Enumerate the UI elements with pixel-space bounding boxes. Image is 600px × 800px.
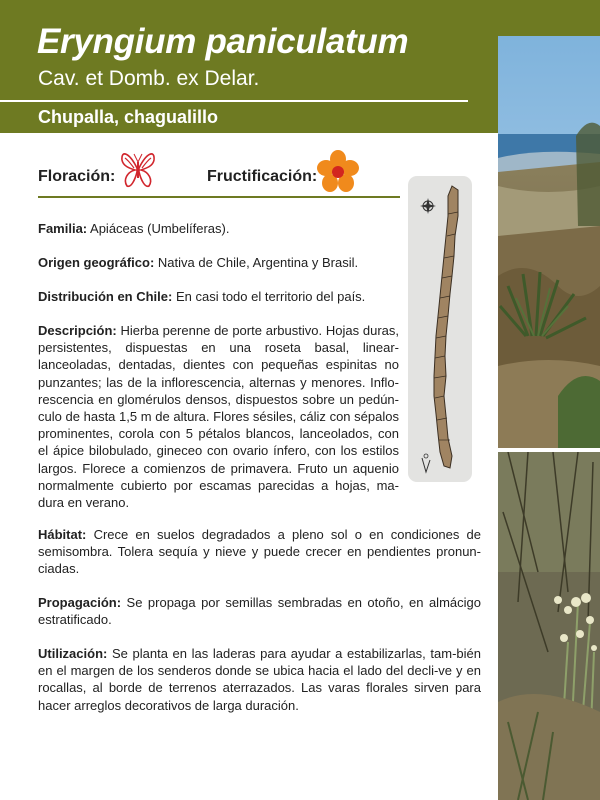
origen-text: Nativa de Chile, Argentina y Brasil. <box>157 255 359 270</box>
utilizacion-text: Se planta en las laderas para ayudar a estabilizarlas, tam-bién en el margen de los senderos donde se ubica hacia el lado del decli-ve y en rocallas, al borde de terrenos aterrazados. Las varas florales sirven para hacer arreglos decorativos de larga duración. <box>38 646 481 713</box>
familia-label: Familia: <box>38 221 88 236</box>
propagacion-label: Propagación: <box>38 595 122 610</box>
propagacion-text: Se propaga por semillas sembradas en otoño, en almácigo estratificado. <box>38 595 481 628</box>
common-names: Chupalla, chagualillo <box>38 107 219 127</box>
header-divider <box>0 100 468 102</box>
habitat-paragraph <box>38 526 481 578</box>
propagacion-paragraph <box>38 594 481 628</box>
flowering-label: Floración: <box>38 168 116 185</box>
compass-icon <box>420 198 436 214</box>
chile-map-icon <box>408 176 472 482</box>
coastal-hillside-photo <box>498 36 600 448</box>
familia-paragraph <box>38 220 398 237</box>
descripcion-label: Descripción: <box>38 323 117 338</box>
distribucion-paragraph <box>38 288 398 305</box>
distribucion-label: Distribución en Chile: <box>38 289 173 304</box>
flower-icon <box>316 150 360 194</box>
descripcion-paragraph <box>38 322 399 511</box>
descripcion-text: Hierba perenne de porte arbustivo. Hojas duras, persistentes, dispuestas en una roseta basal, linear-lanceoladas, dentadas, dientes con pequeñas espinitas no punzantes; las de la inflorescencia, alternas y menores. Inflo-rescencia en glomérulos densos, dispuestos sobre un pedún-culo de hasta 1,5 m de altura. Flores sésiles, cáliz con sépalos prominentes, corola con 5 pétalos blancos, lanceolados, con el ápice bilobulado, gineceo con ovario ínfero, con los estilos largos. Florece a comienzos de primavera. Fruto un aquenio normalmente cubierto por escamas parecidas a hojas, ma-dura en verano. <box>38 323 399 511</box>
fruiting-label: Fructificación: <box>207 168 318 185</box>
section-divider <box>38 196 400 198</box>
species-title: Eryngium paniculatum <box>37 22 409 61</box>
familia-text: Apiáceas (Umbelíferas). <box>90 221 230 236</box>
flowering-plant-photo <box>498 452 600 800</box>
species-authority: Cav. et Domb. ex Delar. <box>38 67 260 90</box>
habitat-text: Crece en suelos degradados a pleno sol o en condiciones de semisombra. Tolera sequía y nieve y puede crecer en pendientes pronun-ciadas. <box>38 527 481 577</box>
distribucion-text: En casi todo el territorio del país. <box>175 289 366 304</box>
utilizacion-label: Utilización: <box>38 646 108 661</box>
utilizacion-paragraph <box>38 645 481 714</box>
origen-paragraph <box>38 254 398 271</box>
origen-label: Origen geográfico: <box>38 255 155 270</box>
distribution-map <box>408 176 472 482</box>
butterfly-icon <box>119 148 157 190</box>
habitat-label: Hábitat: <box>38 527 87 542</box>
